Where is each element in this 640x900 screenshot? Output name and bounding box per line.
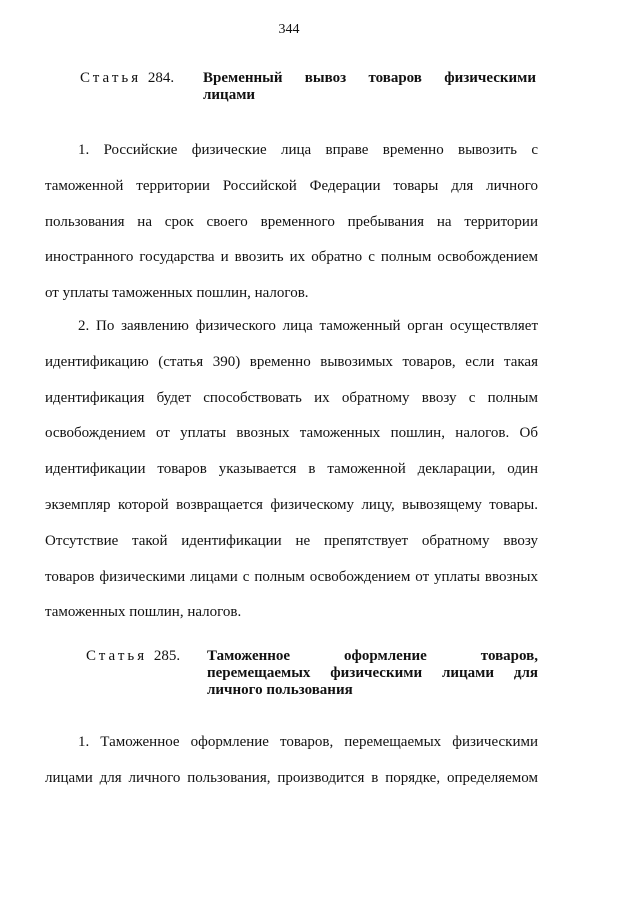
text-line: иностранного государства и ввозить их обратно с полным освобождением <box>45 249 538 266</box>
article-284-paragraph-2 <box>45 309 538 631</box>
article-284-title-line: лицами <box>203 87 256 103</box>
text-line: идентификацию (статья 390) временно вывозимых товаров, если такая <box>45 353 538 370</box>
text-line: 1. Российские физические лица вправе временно вывозить с <box>78 142 538 158</box>
article-284-paragraph-1 <box>45 133 538 312</box>
text-line: Отсутствие такой идентификации не препятствует обратному ввозу <box>45 532 538 549</box>
article-284-title-line: Временный вывоз товаров физическими <box>203 70 536 86</box>
text-line: экземпляр которой возвращается физическому лицу, вывозящему товары. <box>45 496 538 513</box>
article-285-paragraph-1 <box>45 725 538 797</box>
text-line: идентификация будет способствовать их обратному ввозу с полным <box>45 389 538 406</box>
text-line: от уплаты таможенных пошлин, налогов. <box>45 285 309 302</box>
article-284-number: 284. <box>147 70 175 86</box>
page-number: 344 <box>278 22 300 37</box>
text-line: таможенной территории Российской Федерации товары для личного <box>45 177 538 194</box>
text-line: товаров физическими лицами с полным освобождением от уплаты ввозных <box>45 568 538 585</box>
text-line: 1. Таможенное оформление товаров, перемещаемых физическими <box>78 734 538 750</box>
text-line: пользования на срок своего временного пребывания на территории <box>45 213 538 230</box>
article-284-title <box>203 70 536 104</box>
text-line: освобождением от уплаты ввозных таможенных пошлин, налогов. Об <box>45 425 538 442</box>
article-285-heading <box>86 648 538 699</box>
article-284-label <box>80 70 203 87</box>
article-285-number: 285. <box>153 648 181 664</box>
article-285-title <box>207 648 538 699</box>
article-285-label <box>86 648 207 665</box>
article-285-title-line: Таможенное оформление товаров, <box>207 648 538 664</box>
article-285-word: Статья <box>86 648 148 664</box>
article-285-title-line: личного пользования <box>207 682 353 698</box>
text-line: лицами для личного пользования, производится в порядке, определяемом <box>45 769 538 786</box>
article-285-title-line: перемещаемых физическими лицами для <box>207 665 538 681</box>
text-line: таможенных пошлин, налогов. <box>45 604 242 621</box>
text-line: идентификации товаров указывается в таможенной декларации, один <box>45 461 538 478</box>
article-284-word: Статья <box>80 70 142 86</box>
article-284-heading <box>80 70 536 104</box>
text-line: 2. По заявлению физического лица таможенный орган осуществляет <box>78 318 538 334</box>
